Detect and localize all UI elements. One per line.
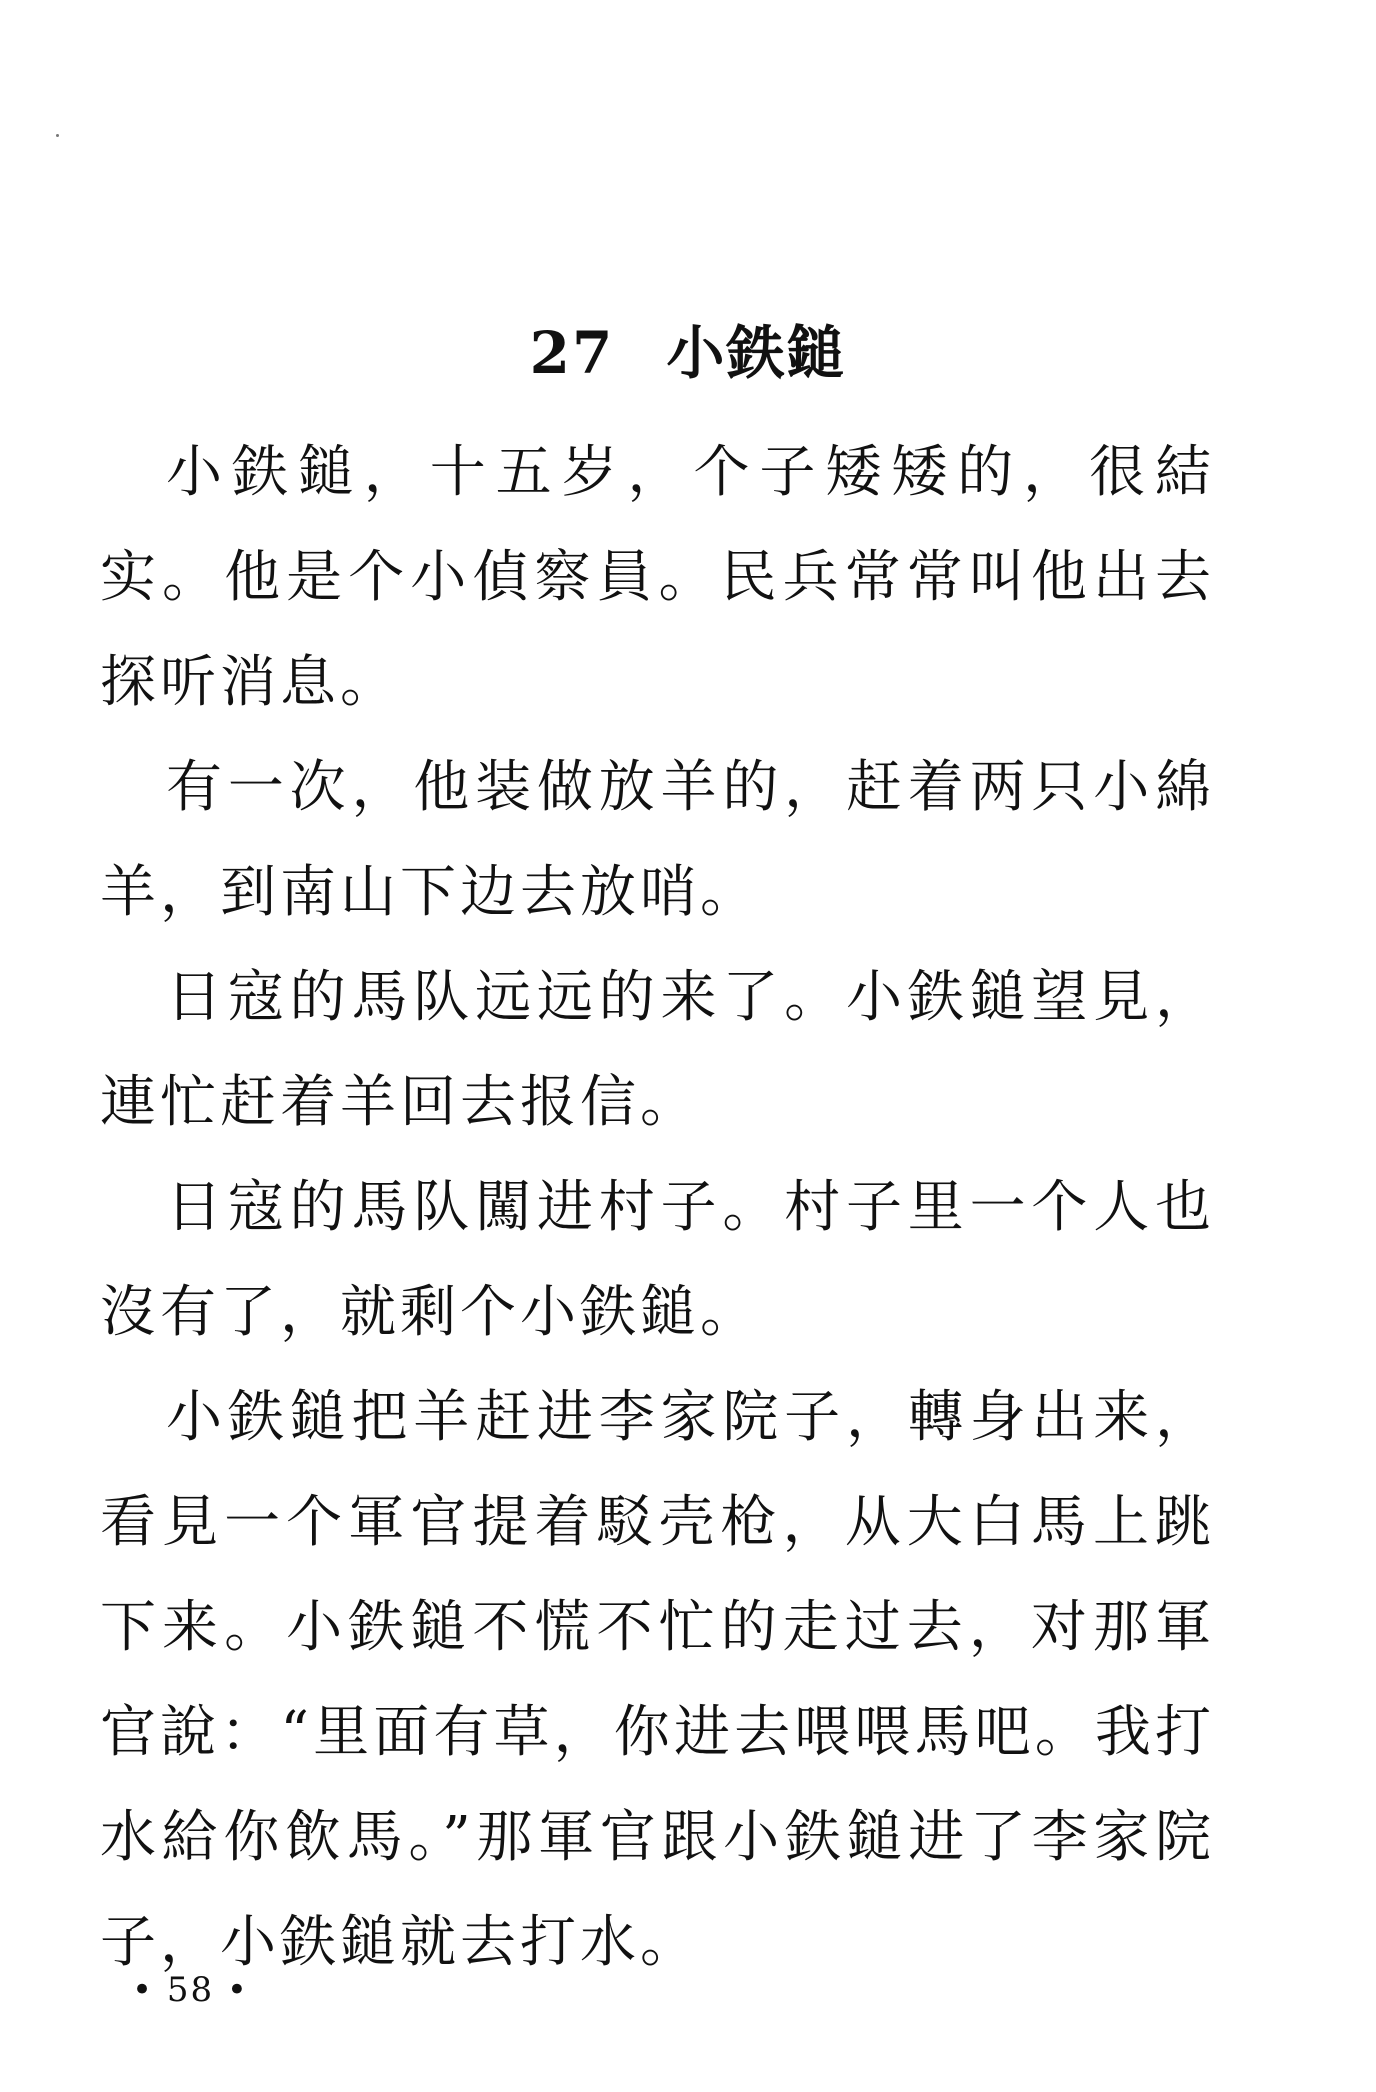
chapter-number: 27 xyxy=(529,318,615,387)
paragraph: 小鉄鎚把羊赶进李家院子，轉身出来，看見一个軍官提着駁壳枪，从大白馬上跳下来。小鉄鎚不慌不忙的走过去，对那軍官說：“里面有草，你进去喂喂馬吧。我打水給你飲馬。”那軍官跟小鉄鎚进了李家院子，小鉄鎚就去打水。 xyxy=(100,1385,1215,1975)
paragraph: 小鉄鎚，十五岁，个子矮矮的，很結实。他是个小偵察員。民兵常常叫他出去探听消息。 xyxy=(100,440,1215,715)
chapter-heading xyxy=(0,319,1376,387)
paragraph: 有一次，他装做放羊的，赶着两只小綿羊，到南山下边去放哨。 xyxy=(100,755,1215,925)
paragraph: 日寇的馬队远远的来了。小鉄鎚望見，連忙赶着羊回去报信。 xyxy=(100,965,1215,1135)
story-body xyxy=(100,420,1215,1995)
scan-speck xyxy=(56,134,59,137)
page-number: • 58 • xyxy=(132,1970,249,2010)
paragraph: 日寇的馬队闖进村子。村子里一个人也沒有了，就剩个小鉄鎚。 xyxy=(100,1175,1215,1345)
chapter-title: 小鉄鎚 xyxy=(666,318,847,387)
